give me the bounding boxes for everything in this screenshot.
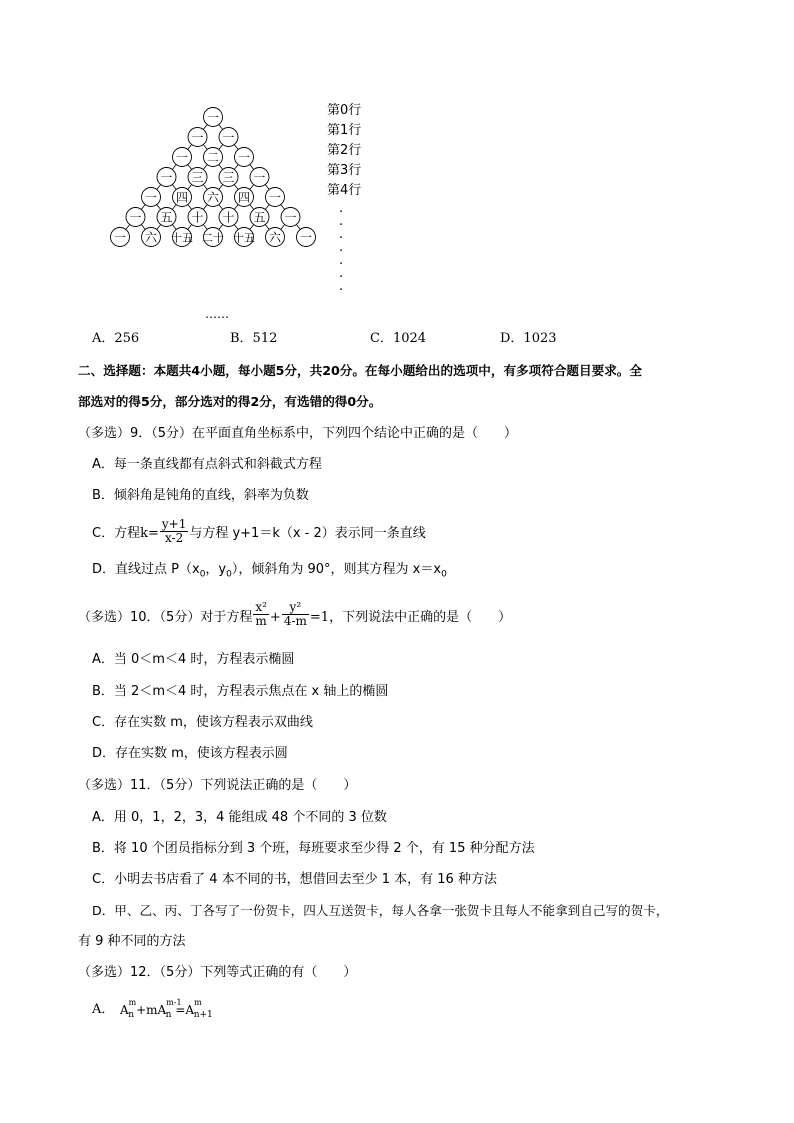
q11-option-b: B．将 10 个团员指标分到 3 个班，每班要求至少得 2 个，有 15 种分配方法 — [92, 841, 535, 856]
vertical-dots: · · · · · · · — [339, 205, 344, 298]
node-label: 一 — [191, 130, 204, 145]
q9-option-c — [92, 517, 426, 547]
q9-c-fraction — [160, 518, 188, 545]
q10-f1-denominator: m — [255, 614, 267, 628]
q9-stem: （多选）9．（5分）在平面直角坐标系中，下列四个结论中正确的是（ ） — [78, 426, 518, 441]
node-label: 十 — [191, 210, 204, 225]
node-label: 十五 — [171, 231, 193, 245]
section2-heading-line1: 二、选择题：本题共4小题，每小题5分，共20分。在每小题给出的选项中，有多项符合题目要求。全 — [78, 363, 642, 378]
node-label: 三 — [191, 170, 204, 185]
node-label: 六 — [268, 230, 282, 245]
triangle-node — [219, 128, 238, 147]
node-label: 一 — [284, 210, 297, 225]
triangle-node — [157, 168, 176, 187]
q10-option-a: A．当 0＜m＜4 时，方程表示椭圆 — [92, 652, 295, 667]
triangle-node — [142, 228, 161, 247]
q11-option-d-line1: D．甲、乙、丙、丁各写了一份贺卡，四人互送贺卡，每人各拿一张贺卡且每人不能拿到自己写的贺卡， — [92, 903, 669, 918]
node-label: 一 — [175, 150, 189, 165]
node-label: 三 — [222, 170, 235, 185]
triangle-node — [173, 148, 192, 167]
node-label: 一 — [299, 230, 313, 245]
triangle-node — [171, 228, 193, 247]
row-label-2: 第2行 — [327, 143, 362, 158]
section2-heading-line2: 部选对的得5分，部分选对的得2分，有选错的得0分。 — [78, 394, 382, 409]
node-label: 四 — [237, 190, 251, 205]
q8-option-b: B．512 — [230, 331, 278, 346]
q9-d-sub2: 0 — [441, 569, 447, 580]
number-triangle-figure — [95, 100, 335, 320]
triangle-node — [281, 208, 300, 227]
q10-option-d: D．存在实数 m，使该方程表示圆 — [92, 746, 288, 761]
triangle-node — [202, 228, 224, 247]
q9-c-denominator: x-2 — [164, 531, 184, 545]
node-label: 二 — [206, 150, 220, 165]
q10-f2-numerator: y² — [282, 601, 309, 615]
q11-option-c: C．小明去书店看了 4 本不同的书，想借回去至少 1 本，有 16 种方法 — [92, 872, 497, 887]
q10-stem-suffix: ，下列说法中正确的是（ ） — [329, 610, 512, 625]
node-label: 一 — [113, 230, 127, 245]
row-label-0: 第0行 — [327, 103, 362, 118]
q10-fraction-1 — [253, 601, 269, 628]
q10-f1-numerator: x² — [255, 600, 267, 614]
triangle-ellipsis: …… — [205, 307, 229, 321]
q10-stem — [78, 600, 512, 631]
triangle-node — [204, 148, 223, 167]
triangle-node — [188, 128, 207, 147]
q11-stem: （多选）11．（5分）下列说法正确的是（ ） — [78, 778, 357, 793]
triangle-node — [111, 228, 130, 247]
triangle-node — [188, 168, 207, 187]
q10-plus: + — [269, 610, 281, 625]
triangle-node — [157, 208, 176, 227]
q12-option-a-label: A． — [92, 1002, 115, 1017]
q9-d-sub0: 0 — [199, 569, 206, 580]
triangle-node — [235, 188, 254, 207]
triangle-node — [204, 188, 223, 207]
node-label: 一 — [160, 170, 173, 185]
node-label: 一 — [222, 130, 235, 145]
q9-d-part2: ，y — [205, 562, 227, 577]
q12-option-a-formula: $A^m_n +mA^{m-1}_n =A^m_{n+1}$ — [120, 998, 213, 1021]
q10-option-c: C．存在实数 m，使该方程表示双曲线 — [92, 715, 313, 730]
q8-option-d: D．1023 — [500, 331, 557, 346]
q8-option-c: C．1024 — [370, 331, 427, 346]
q10-fraction-2 — [282, 601, 309, 628]
node-label: 十五 — [233, 231, 255, 245]
node-label: 二十 — [202, 231, 224, 245]
node-label: 六 — [144, 230, 158, 245]
node-label: 一 — [129, 210, 142, 225]
q8-option-a: A．256 — [92, 331, 140, 346]
triangle-node — [204, 108, 223, 127]
triangle-node — [266, 228, 285, 247]
triangle-node — [142, 188, 161, 207]
node-label: 四 — [175, 190, 189, 205]
triangle-node — [233, 228, 255, 247]
node-label: 一 — [268, 190, 282, 205]
row-label-3: 第3行 — [327, 163, 362, 178]
q9-c-k: k= — [140, 526, 159, 541]
triangle-node — [250, 208, 269, 227]
triangle-node — [235, 148, 254, 167]
row-label-1: 第1行 — [327, 123, 362, 138]
q9-option-a: A．每一条直线都有点斜式和斜截式方程 — [92, 457, 322, 472]
triangle-node — [297, 228, 316, 247]
triangle-node — [250, 168, 269, 187]
node-label: 十 — [222, 210, 235, 225]
q11-option-a: A．用 0，1，2，3，4 能组成 48 个不同的 3 位数 — [92, 810, 387, 825]
q9-c-numerator: y+1 — [161, 517, 187, 531]
node-label: 五 — [253, 210, 266, 225]
row-label-4: 第4行 — [327, 183, 362, 198]
q9-d-part3: ），倾斜角为 90°，则其方程为 x＝x — [231, 562, 442, 577]
triangle-node — [173, 188, 192, 207]
triangle-node — [266, 188, 285, 207]
node-label: 一 — [253, 170, 266, 185]
q9-c-prefix: C．方程 — [92, 526, 141, 541]
node-label: 一 — [206, 110, 220, 125]
q10-f2-denominator: 4-m — [283, 614, 307, 628]
q9-d-sub1: 0 — [226, 569, 232, 580]
q9-c-suffix: 与方程 y+1＝k（x - 2）表示同一条直线 — [189, 526, 426, 541]
q10-stem-prefix: （多选）10．（5分）对于方程 — [78, 610, 253, 625]
node-label: 一 — [144, 190, 158, 205]
q9-option-b: B．倾斜角是钝角的直线，斜率为负数 — [92, 488, 309, 503]
q10-option-b: B．当 2＜m＜4 时，方程表示焦点在 x 轴上的椭圆 — [92, 684, 389, 699]
triangle-node — [219, 168, 238, 187]
q9-d-part1: D．直线过点 P（x — [92, 562, 200, 577]
q10-equals: =1 — [309, 610, 330, 625]
node-label: 六 — [206, 190, 220, 205]
node-label: 五 — [160, 210, 173, 225]
triangle-node — [188, 208, 207, 227]
triangle-node — [126, 208, 145, 227]
q12-stem: （多选）12．（5分）下列等式正确的有（ ） — [78, 965, 357, 980]
triangle-node — [219, 208, 238, 227]
node-label: 一 — [237, 150, 251, 165]
q9-option-d — [92, 561, 447, 584]
q11-option-d-line2: 有 9 种不同的方法 — [78, 934, 186, 949]
